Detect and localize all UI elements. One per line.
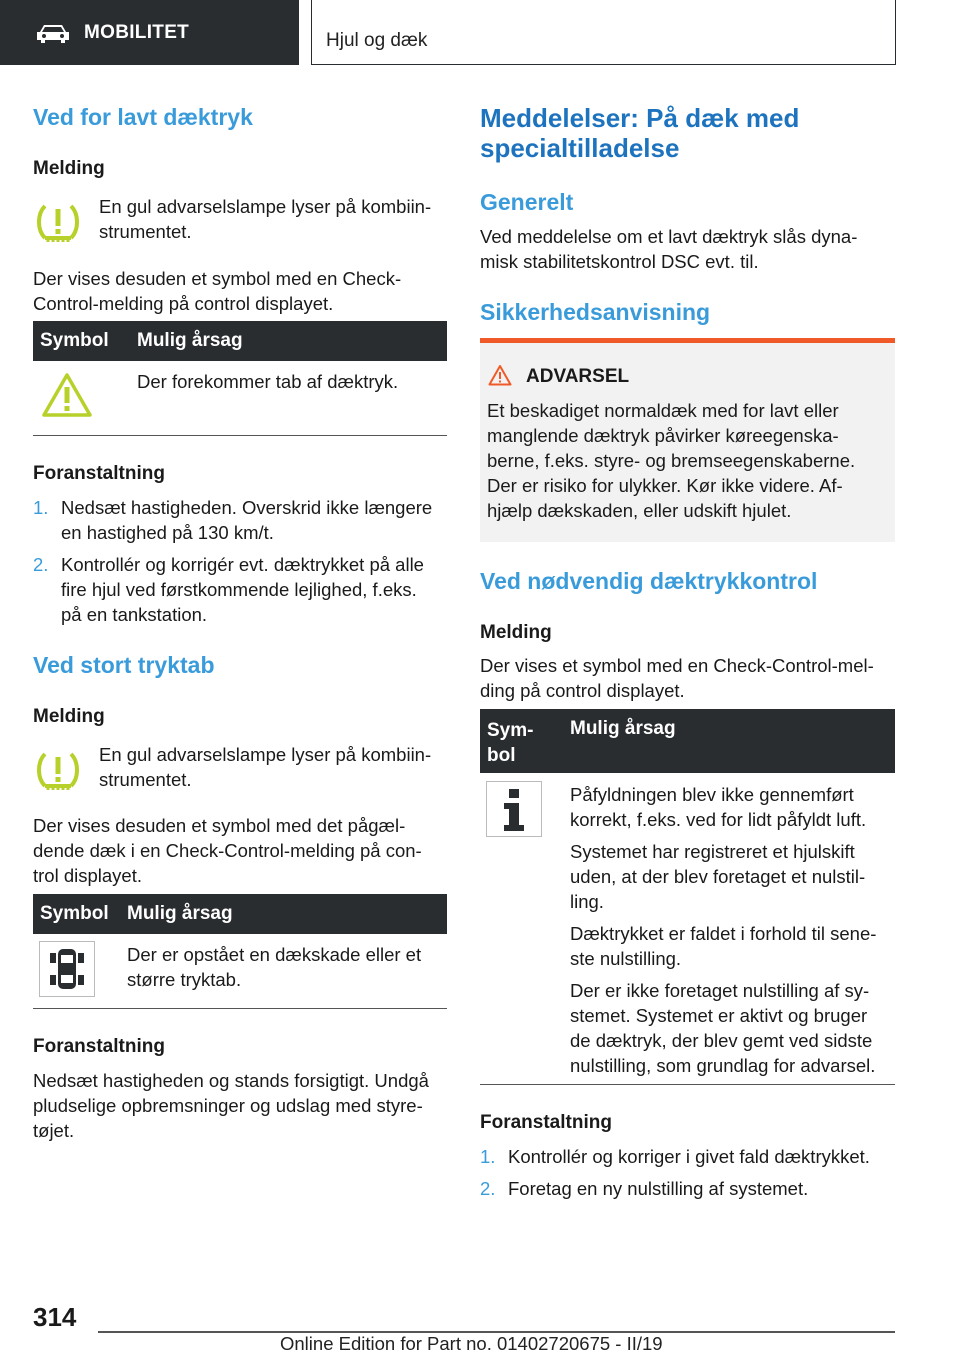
step-number: 2. [480, 1178, 496, 1199]
paragraph [480, 224, 857, 274]
text-line: strumentet. [99, 769, 192, 790]
text-line: trol displayet. [33, 865, 142, 886]
table-rule [33, 1008, 447, 1009]
text-line: en hastighed på 130 km/t. [61, 522, 274, 543]
text-line: Control-melding på control displayet. [33, 293, 334, 314]
paragraph [33, 1068, 429, 1143]
warning-text [487, 398, 887, 523]
text-line: stemet. Systemet er aktivt og bruger [570, 1005, 868, 1026]
column-header: Mulig årsag [127, 903, 233, 924]
subheading-melding: Melding [33, 158, 105, 179]
text-line: ding på control displayet. [480, 680, 685, 701]
column-header: Mulig årsag [570, 718, 676, 739]
page-number: 314 [33, 1302, 77, 1332]
step-text [61, 552, 424, 627]
subheading-melding: Melding [33, 706, 105, 727]
text-line: Der er opstået en dækskade eller et [127, 944, 422, 965]
warning-bar [480, 338, 895, 343]
steps-list [33, 495, 447, 625]
paragraph [33, 813, 422, 888]
subheading-foranstaltning: Foranstaltning [480, 1112, 612, 1133]
step-number: 1. [33, 497, 49, 518]
text-line: uden, at der blev foretaget et nulstil- [570, 866, 866, 887]
step-number: 1. [480, 1146, 496, 1167]
heading-sikkerhed: Sikkerhedsanvisning [480, 299, 711, 325]
text-line: større tryktab. [127, 969, 242, 990]
text-line: Kontrollér og korrigér evt. dæktrykket på alle [61, 554, 424, 575]
table-cell [570, 782, 895, 1078]
text-line: Nedsæt hastigheden. Overskrid ikke længere [61, 497, 433, 518]
text-line: Dæktrykket er faldet i forhold til sene- [570, 923, 877, 944]
table-header [33, 321, 447, 361]
lamp-text [99, 742, 431, 792]
text-line: berne, f.eks. styre- og bremseegenskaberne. [487, 450, 856, 471]
heading-pressure-check: Ved nødvendig dæktrykkontrol [480, 568, 818, 594]
text-line: Der vises desuden et symbol med en Check- [33, 268, 402, 289]
text-line: manglende dæktryk påvirker køreegenska- [487, 425, 839, 446]
text-line: specialtilladelse [480, 133, 680, 163]
column-header [487, 718, 533, 768]
tire-pressure-warning-icon [35, 200, 81, 246]
text-line: på en tankstation. [61, 604, 208, 625]
paragraph [33, 266, 401, 316]
section-title: MOBILITET [84, 21, 190, 43]
text-line: Nedsæt hastigheden og stands forsigtigt. Undgå [33, 1070, 429, 1091]
column-header: Symbol [40, 903, 109, 924]
text-line: dende dæk i en Check-Control-melding på con- [33, 840, 422, 861]
heading-low-pressure: Ved for lavt dæktryk [33, 104, 253, 130]
text-line: fire hjul ved førstkommende lejlighed, f.eks. [61, 579, 417, 600]
lamp-text [99, 194, 431, 244]
heading-special-tires [480, 103, 799, 163]
text-line: Et beskadiget normaldæk med for lavt eller [487, 400, 839, 421]
text-line: de dæktryk, der blev gemt ved sidste [570, 1030, 873, 1051]
warning-box [480, 338, 895, 542]
step-text: Kontrollér og korriger i givet fald dæktrykket. [508, 1146, 870, 1167]
text-line: Der vises et symbol med en Check-Control-mel- [480, 655, 874, 676]
warning-title: ADVARSEL [526, 366, 630, 387]
text-line: ste nulstilling. [570, 948, 682, 969]
info-icon [486, 781, 542, 837]
text-line: pludselige opbremsninger og udslag med styre- [33, 1095, 423, 1116]
text-line: En gul advarselslampe lyser på kombiin- [99, 196, 432, 217]
step-text [61, 495, 432, 545]
subheading-foranstaltning: Foranstaltning [33, 1036, 165, 1057]
text-line: Der er ikke foretaget nulstilling af sy- [570, 980, 870, 1001]
subheading-foranstaltning: Foranstaltning [33, 463, 165, 484]
car-tire-damage-icon [39, 941, 95, 997]
text-line: Der vises desuden et symbol med det pågæl- [33, 815, 406, 836]
tire-pressure-warning-icon [35, 748, 81, 794]
chapter-header [311, 0, 896, 65]
heading-large-loss: Ved stort tryktab [33, 652, 215, 678]
steps-list [480, 1144, 895, 1204]
step-number: 2. [33, 554, 49, 575]
heading-generelt: Generelt [480, 189, 574, 215]
text-line: strumentet. [99, 221, 192, 242]
text-line: korrekt, f.eks. ved for lidt påfyldt luft. [570, 809, 867, 830]
warning-triangle-icon [488, 364, 512, 386]
table-rule [33, 435, 447, 436]
text-line: Ved meddelelse om et lavt dæktryk slås dyna- [480, 226, 858, 247]
text-line: ling. [570, 891, 604, 912]
column-header: Symbol [40, 330, 109, 351]
text-line: Sym- [487, 720, 534, 741]
table-header [33, 894, 447, 934]
text-line: misk stabilitetskontrol DSC evt. til. [480, 251, 759, 272]
text-line: nulstilling, som grundlag for advarsel. [570, 1055, 876, 1076]
text-line: Meddelelser: På dæk med [480, 103, 800, 133]
table-cell [127, 942, 421, 992]
step-text: Foretag en ny nulstilling af systemet. [508, 1178, 809, 1199]
table-rule [480, 1084, 895, 1085]
warning-triangle-icon [41, 372, 93, 418]
column-header: Mulig årsag [137, 330, 243, 351]
text-line: Påfyldningen blev ikke gennemført [570, 784, 854, 805]
text-line: hjælp dækskaden, eller udskift hjulet. [487, 500, 792, 521]
subheading-melding: Melding [480, 622, 552, 643]
car-icon [36, 22, 70, 44]
paragraph [480, 653, 874, 703]
footer-edition: Online Edition for Part no. 01402720675 - II/19 [280, 1333, 663, 1354]
text-line: tøjet. [33, 1120, 75, 1141]
chapter-title: Hjul og dæk [326, 30, 428, 51]
section-tab [0, 0, 299, 65]
text-line: Systemet har registreret et hjulskift [570, 841, 855, 862]
text-line: En gul advarselslampe lyser på kombiin- [99, 744, 432, 765]
text-line: Der er risiko for ulykker. Kør ikke videre. Af- [487, 475, 843, 496]
text-line: bol [487, 745, 516, 766]
table-header [480, 709, 895, 773]
table-cell: Der forekommer tab af dæktryk. [137, 371, 399, 392]
